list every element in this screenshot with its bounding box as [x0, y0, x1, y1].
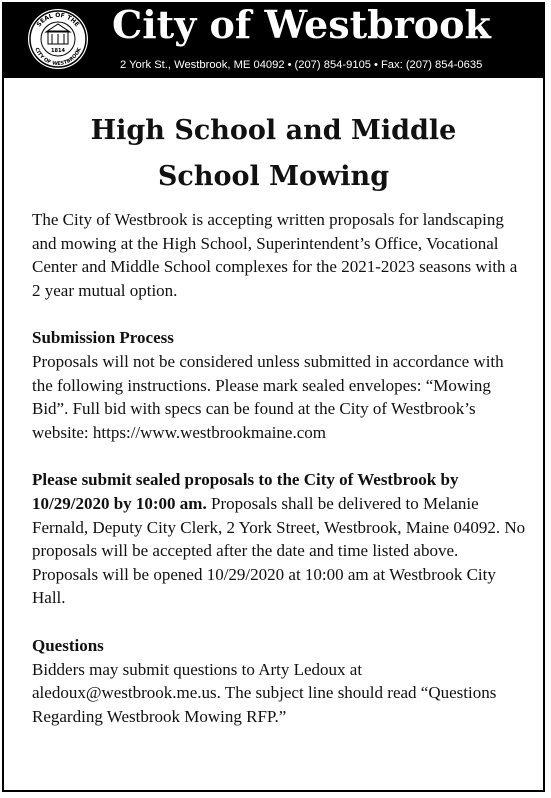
- title-line-1: High School and Middle: [90, 115, 457, 146]
- separator-dot-icon: •: [374, 59, 378, 71]
- city-seal-icon: [26, 7, 90, 71]
- separator-dot-icon: •: [287, 59, 292, 71]
- intro-paragraph: The City of Westbrook is accepting written proposals for landscaping and mowing at the High School, Superintendent’s Office, Vocational Center and Middle School complexes for the 2021-2023 seasons with a 2 year mutual option.: [32, 210, 518, 300]
- submission-paragraph: Proposals will not be considered unless submitted in accordance with the following instructions. Please mark sealed envelopes: “Mowing Bid”. Full bid with specs can be found at the City of Westbrook’s website: https://www.westbrookmaine.com: [32, 351, 504, 442]
- seal-bottom-text: CITY OF WESTBROOK: [33, 46, 83, 68]
- deadline-body-text: Proposals shall be delivered to Melanie Fernald, Deputy City Clerk, 2 York Street, Westbrook, Maine 04092. No proposals will be accepted after the date and time listed above. Proposals will be opened 10/29/2020 at 10:00 am at Westbrook City Hall.: [32, 493, 526, 608]
- contact-line: [120, 59, 482, 71]
- phone-text: (207) 854-9105: [294, 59, 372, 71]
- submission-heading: Submission Process: [32, 328, 174, 348]
- spacer: [32, 610, 526, 634]
- questions-paragraph: Bidders may submit questions to Arty Ledoux at aledoux@westbrook.me.us. The subject line should read “Questions Regarding Westbrook Mowing RFP.”: [32, 659, 497, 726]
- notice-frame: [2, 2, 545, 792]
- city-name: City of Westbrook: [112, 2, 491, 47]
- spacer: [32, 302, 526, 326]
- fax-text: Fax: (207) 854-0635: [380, 59, 483, 71]
- seal-top-text: SEAL OF THE: [35, 11, 81, 29]
- address-text: 2 York St., Westbrook, ME 04092: [120, 59, 285, 71]
- header-banner: [4, 4, 543, 78]
- deadline-paragraph: [32, 468, 526, 610]
- deadline-bold-text: Please submit sealed proposals to the City of Westbrook by 10/29/2020 by 10:00 am.: [32, 470, 459, 513]
- seal-center-text: 1814: [51, 48, 65, 54]
- notice-body: [32, 208, 526, 728]
- spacer: [32, 444, 526, 468]
- questions-heading: Questions: [32, 635, 104, 655]
- page-title: [4, 108, 543, 200]
- title-line-2: School Mowing: [157, 161, 390, 192]
